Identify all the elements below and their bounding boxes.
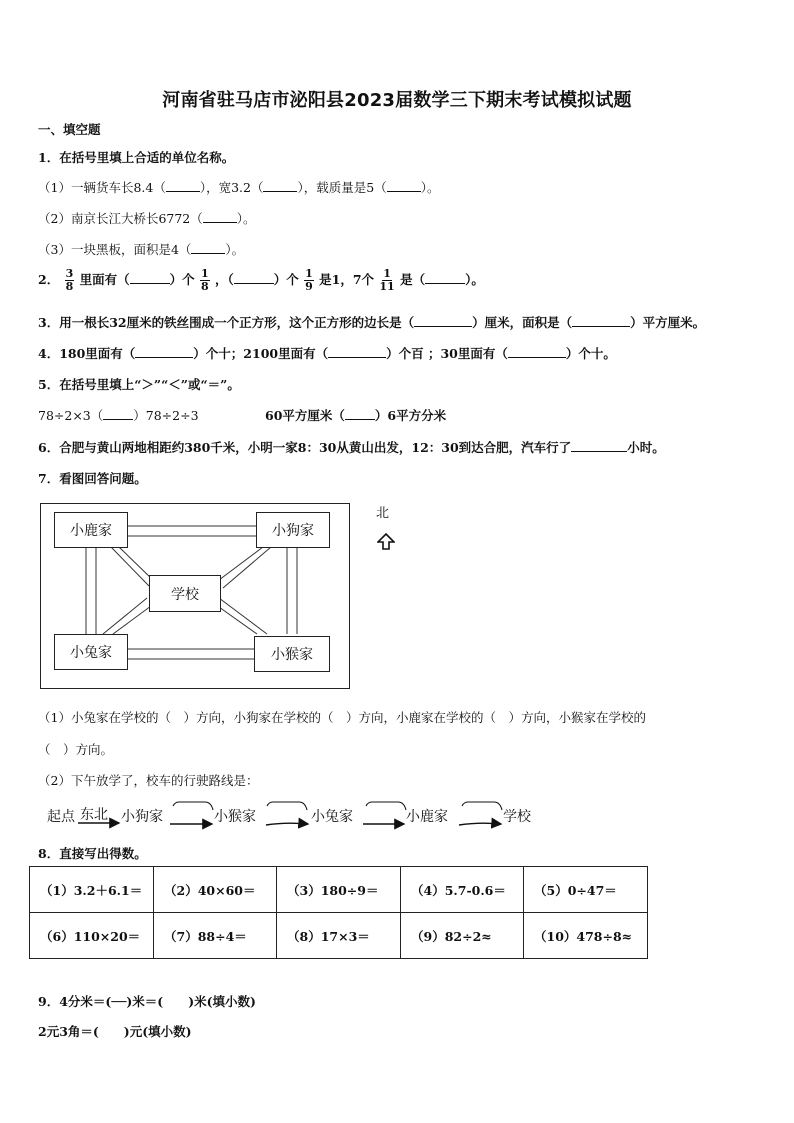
north-arrow-icon xyxy=(377,533,395,550)
q7-sub1-line2: （ ）方向。 xyxy=(38,742,114,757)
route-stop-deer: 小鹿家 xyxy=(406,809,448,825)
route-blank-5 xyxy=(462,802,502,810)
calc-cell: （2）40×60＝ xyxy=(154,867,277,913)
route-arrow-5 xyxy=(459,823,501,825)
fraction-1-11: $\frac{1}{11}$ xyxy=(379,267,395,293)
node-dog-home: 小狗家 xyxy=(256,512,330,548)
q3-line: 3．用一根长32厘米的铁丝围成一个正方形，这个正方形的边长是（ ）厘米，面积是（ ）平方厘米。 xyxy=(38,315,706,330)
node-school: 学校 xyxy=(149,575,221,612)
calc-cell: （10）478÷8≈ xyxy=(524,913,648,959)
calculation-table xyxy=(29,866,648,959)
q5-left: 78÷2×3（ ）78÷2÷3 xyxy=(38,408,199,423)
table-row xyxy=(30,867,648,913)
calc-cell: （4）5.7-0.6＝ xyxy=(401,867,524,913)
q8-stem: 8．直接写出得数。 xyxy=(38,846,147,861)
route-end-school: 学校 xyxy=(503,809,531,825)
route-stop-monkey: 小猴家 xyxy=(214,809,256,825)
q5-stem: 5．在括号里填上“＞”“＜”或“＝”。 xyxy=(38,377,240,392)
q6-line: 6．合肥与黄山两地相距约380千米，小明一家8：30从黄山出发，12：30到达合肥，汽车行了 小时。 xyxy=(38,440,665,455)
calc-cell: （7）88÷4＝ xyxy=(154,913,277,959)
route-blank-3 xyxy=(267,802,307,810)
calc-cell: （8）17×3＝ xyxy=(277,913,401,959)
q1-part2: （2）南京长江大桥长6772（ ）。 xyxy=(38,211,256,226)
q7-sub1-line1: （1）小兔家在学校的（ ）方向，小狗家在学校的（ ）方向，小鹿家在学校的（ ）方向，小猴家在学校的 xyxy=(38,710,646,725)
q9-line2: 2元3角＝( )元(填小数) xyxy=(38,1024,192,1039)
north-label: 北 xyxy=(376,506,390,521)
route-stop-rabbit: 小兔家 xyxy=(311,809,353,825)
page-title: 河南省驻马店市泌阳县2023届数学三下期末考试模拟试题 xyxy=(162,90,632,111)
route-stop-dog: 小狗家 xyxy=(121,809,163,825)
route-start: 起点 xyxy=(47,809,75,825)
calc-cell: （6）110×20＝ xyxy=(30,913,154,959)
q7-stem: 7．看图回答问题。 xyxy=(38,471,147,486)
route-blank-4 xyxy=(366,802,406,810)
q1-part1: （1）一辆货车长8.4（ ），宽3.2（ ），载质量是5（ ）。 xyxy=(38,180,440,195)
fraction-1-8: $\frac{1}{8}$ xyxy=(200,267,209,293)
calc-cell: （5）0÷47＝ xyxy=(524,867,648,913)
q9-line1: 9．4分米＝(──)米＝( )米(填小数) xyxy=(38,994,256,1009)
q4-line: 4．180里面有（ ）个十；2100里面有（ ）个百 ；30里面有（ ）个十。 xyxy=(38,346,616,361)
route-blank-2 xyxy=(173,802,213,810)
route-arrow-3 xyxy=(266,823,308,825)
calc-cell: （1）3.2＋6.1＝ xyxy=(30,867,154,913)
route-direction-label: 东北 xyxy=(80,807,108,823)
table-row xyxy=(30,913,648,959)
q7-sub2: （2）下午放学了，校车的行驶路线是： xyxy=(38,773,259,788)
node-rabbit-home: 小兔家 xyxy=(54,634,128,670)
q2-line: 2． $\frac{3}{8}$ 里面有（ ）个 $\frac{1}{8}$ ，（ ）个 $\frac{1}{9}$ 是1，7个 $\frac{1}{11}$ 是（ ）。 xyxy=(38,267,484,293)
q1-stem: 1．在括号里填上合适的单位名称。 xyxy=(38,150,235,165)
fraction-3-8: $\frac{3}{8}$ xyxy=(65,267,74,293)
q1-part3: （3）一块黑板，面积是4（ ）。 xyxy=(38,242,245,257)
calc-cell: （9）82÷2≈ xyxy=(401,913,524,959)
node-monkey-home: 小猴家 xyxy=(254,636,330,672)
fraction-1-9: $\frac{1}{9}$ xyxy=(305,267,313,293)
calc-cell: （3）180÷9＝ xyxy=(277,867,401,913)
map-diagram xyxy=(40,503,350,689)
node-deer-home: 小鹿家 xyxy=(54,512,128,548)
section-heading: 一、填空题 xyxy=(38,122,101,137)
q5-right: 60平方厘米（ ）6平方分米 xyxy=(265,408,447,423)
route-arrows xyxy=(0,800,560,832)
